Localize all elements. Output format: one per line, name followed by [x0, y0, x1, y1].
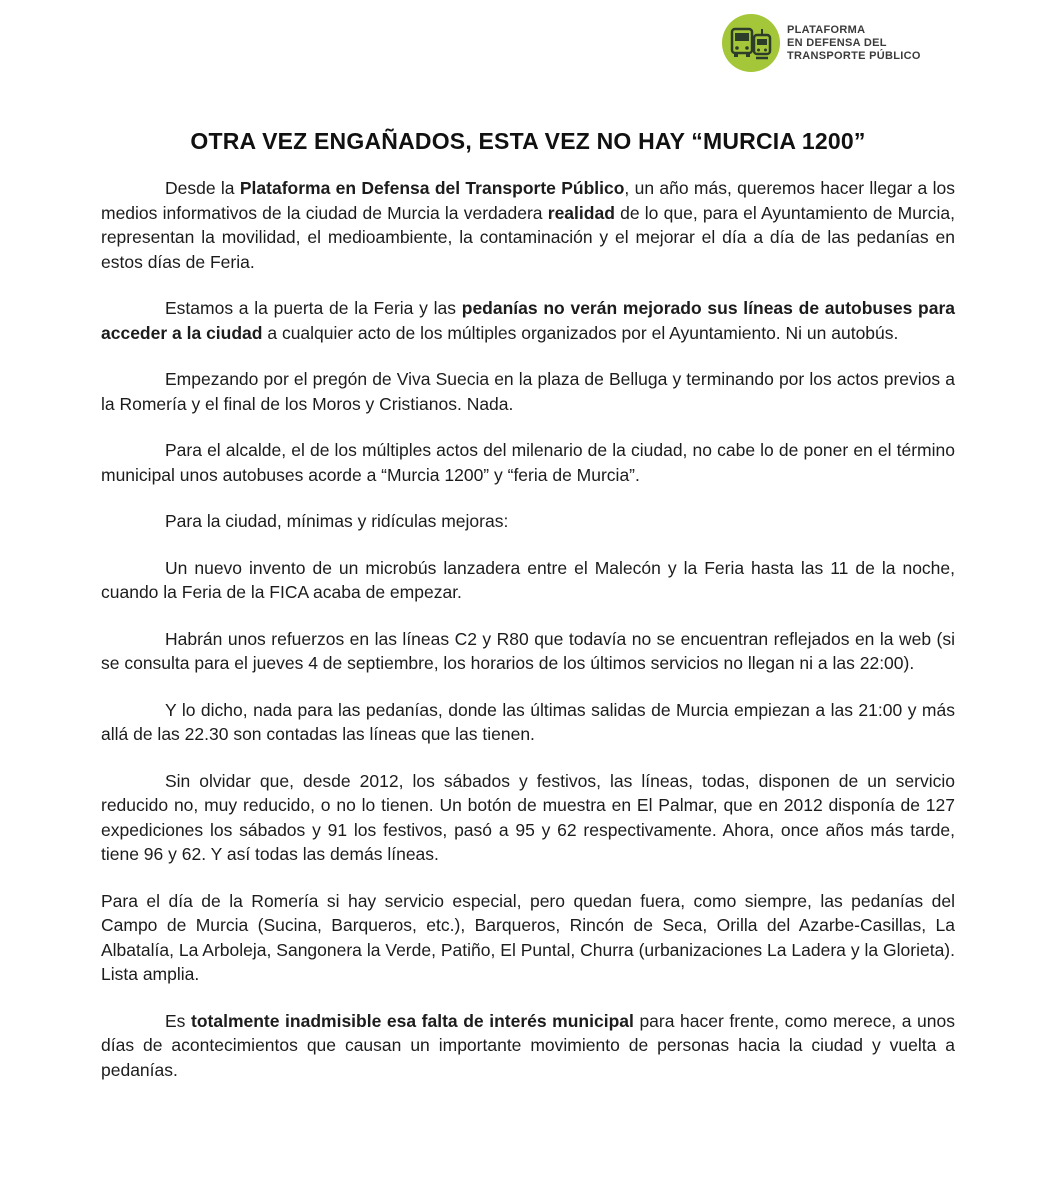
paragraph-2: [101, 296, 955, 345]
paragraph-8: Y lo dicho, nada para las pedanías, donde las últimas salidas de Murcia empiezan a las 21:00 y más allá de las 22.30 son contadas las líneas que las tienen.: [101, 699, 955, 744]
paragraph-5: Para la ciudad, mínimas y ridículas mejoras:: [165, 511, 509, 531]
logo-line-1: PLATAFORMA: [787, 23, 866, 36]
bold-text: totalmente inadmisible esa falta de interés municipal: [191, 1010, 634, 1031]
paragraph-10: Para el día de la Romería si hay servicio especial, pero quedan fuera, como siempre, las pedanías del Campo de Murcia (Sucina, Barqueros, etc.), Barqueros, Rincón de Seca, Orilla del Azarbe-Casillas, La Albatalía, La Arboleja, Sangonera la Verde, Patiño, El Puntal, Churra (urbanizaciones La Ladera y la Glorieta). Lista amplia.: [101, 890, 955, 984]
text: de lo que, para el Ayuntamiento de Murcia, representan la movilidad, el medioambiente, la contaminación y el mejorar el día a día de las pedanías en estos días de Feria.: [101, 202, 955, 272]
bold-text: pedanías no verán mejorado sus líneas de autobuses para acceder a la ciudad: [101, 298, 956, 343]
text: Desde la: [165, 178, 240, 198]
logo-line-2: EN DEFENSA DEL: [787, 36, 887, 49]
paragraph-3: Empezando por el pregón de Viva Suecia en la plaza de Belluga y terminando por los actos previos a la Romería y el final de los Moros y Cristianos. Nada.: [101, 369, 955, 414]
logo: [722, 14, 921, 72]
paragraph-4: Para el alcalde, el de los múltiples actos del milenario de la ciudad, no cabe lo de poner en el término municipal unos autobuses acorde a “Murcia 1200” y “feria de Murcia”.: [101, 440, 955, 485]
text: para hacer frente, como merece, a unos días de acontecimientos que causan un importante movimiento de personas hacia la ciudad y vuelta a pedanías.: [101, 1010, 955, 1080]
document-body: [101, 176, 955, 1104]
paragraph-1: [101, 176, 955, 274]
page-title: OTRA VEZ ENGAÑADOS, ESTA VEZ NO HAY “MURCIA 1200”: [190, 128, 866, 154]
logo-text: [787, 24, 921, 63]
bold-text: realidad: [547, 202, 615, 223]
text: Es: [165, 1010, 191, 1031]
bold-text: Plataforma en Defensa del Transporte Público: [239, 178, 625, 198]
text: Estamos a la puerta de la Feria y las: [165, 298, 462, 318]
paragraph-9: Sin olvidar que, desde 2012, los sábados y festivos, las líneas, todas, disponen de un servicio reducido no, muy reducido, o no lo tienen. Un botón de muestra en El Palmar, que en 2012 disponía de 127 expediciones los sábados y 91 los festivos, pasó a 95 y 62 respectivamente. Ahora, once años más tarde, tiene 96 y 62. Y así todas las demás líneas.: [101, 770, 955, 864]
logo-line-3: TRANSPORTE PÚBLICO: [787, 49, 921, 62]
paragraph-11: [101, 1009, 955, 1083]
text: a cualquier acto de los múltiples organizados por el Ayuntamiento. Ni un autobús.: [262, 322, 899, 343]
text: , un año más, queremos hacer llegar a los medios informativos de la ciudad de Murcia la verdadera: [101, 178, 955, 223]
bus-train-icon: [722, 14, 780, 72]
paragraph-6: Un nuevo invento de un microbús lanzadera entre el Malecón y la Feria hasta las 11 de la noche, cuando la Feria de la FICA acaba de empezar.: [101, 557, 955, 602]
paragraph-7: Habrán unos refuerzos en las líneas C2 y R80 que todavía no se encuentran reflejados en la web (si se consulta para el jueves 4 de septiembre, los horarios de los últimos servicios no llegan ni a las 22:00).: [101, 628, 955, 673]
